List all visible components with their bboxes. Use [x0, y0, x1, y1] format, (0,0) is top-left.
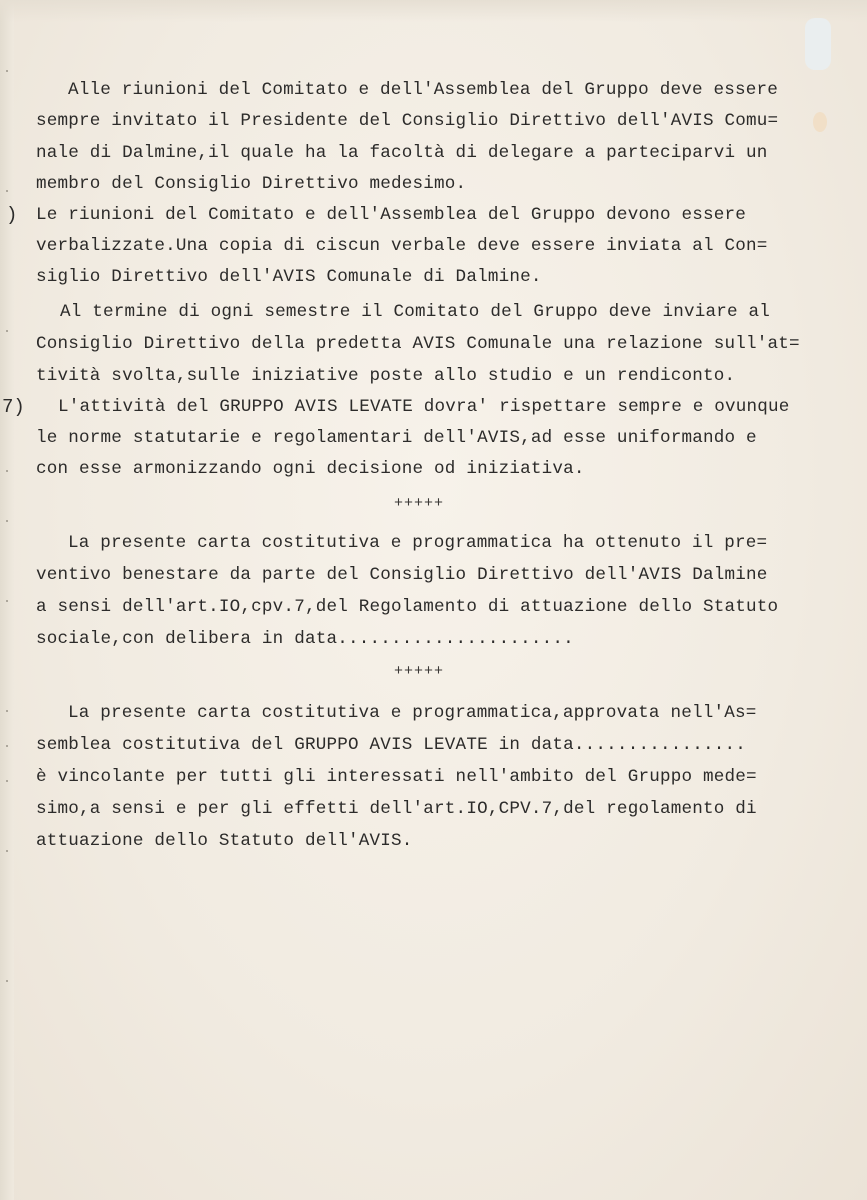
para-1-line-4: membro del Consiglio Direttivo medesimo.	[36, 174, 467, 194]
para-5-line-4: sociale,con delibera in data......................	[36, 629, 574, 649]
para-1-line-2: sempre invitato il Presidente del Consiglio Direttivo dell'AVIS Comu=	[36, 111, 779, 131]
para-4-line-2: le norme statutarie e regolamentari dell'AVIS,ad esse uniformando e	[36, 428, 757, 448]
para-1-line-1: Alle riunioni del Comitato e dell'Assemblea del Gruppo deve essere	[68, 80, 779, 100]
para-5-line-1: La presente carta costitutiva e programmatica ha ottenuto il pre=	[68, 533, 768, 553]
para-2-line-1: Le riunioni del Comitato e dell'Assemblea del Gruppo devono essere	[36, 205, 747, 225]
separator-2: +++++	[394, 663, 445, 680]
separator-1: +++++	[394, 495, 445, 512]
para-3-line-1: Al termine di ogni semestre il Comitato del Gruppo deve inviare al	[60, 302, 771, 322]
para-2-marker: )	[6, 204, 18, 226]
para-4-line-3: con esse armonizzando ogni decisione od iniziativa.	[36, 459, 585, 479]
para-6-line-5: attuazione dello Statuto dell'AVIS.	[36, 831, 413, 851]
para-4-marker: 7)	[2, 396, 25, 418]
para-4-line-1: L'attività del GRUPPO AVIS LEVATE dovra' rispettare sempre e ovunque	[58, 397, 790, 417]
para-1-line-3: nale di Dalmine,il quale ha la facoltà di delegare a parteciparvi un	[36, 143, 768, 163]
para-6-line-4: simo,a sensi e per gli effetti dell'art.IO,CPV.7,del regolamento di	[36, 799, 757, 819]
para-5-line-2: ventivo benestare da parte del Consiglio Direttivo dell'AVIS Dalmine	[36, 565, 768, 585]
para-6-line-1: La presente carta costitutiva e programmatica,approvata nell'As=	[68, 703, 757, 723]
para-3-line-3: tività svolta,sulle iniziative poste allo studio e un rendiconto.	[36, 366, 736, 386]
para-6-line-2: semblea costitutiva del GRUPPO AVIS LEVATE in data................	[36, 735, 747, 755]
para-2-line-3: siglio Direttivo dell'AVIS Comunale di Dalmine.	[36, 267, 542, 287]
para-5-line-3: a sensi dell'art.IO,cpv.7,del Regolamento di attuazione dello Statuto	[36, 597, 779, 617]
para-6-line-3: è vincolante per tutti gli interessati nell'ambito del Gruppo mede=	[36, 767, 757, 787]
para-2-line-2: verbalizzate.Una copia di ciscun verbale deve essere inviata al Con=	[36, 236, 768, 256]
para-3-line-2: Consiglio Direttivo della predetta AVIS Comunale una relazione sull'at=	[36, 334, 800, 354]
